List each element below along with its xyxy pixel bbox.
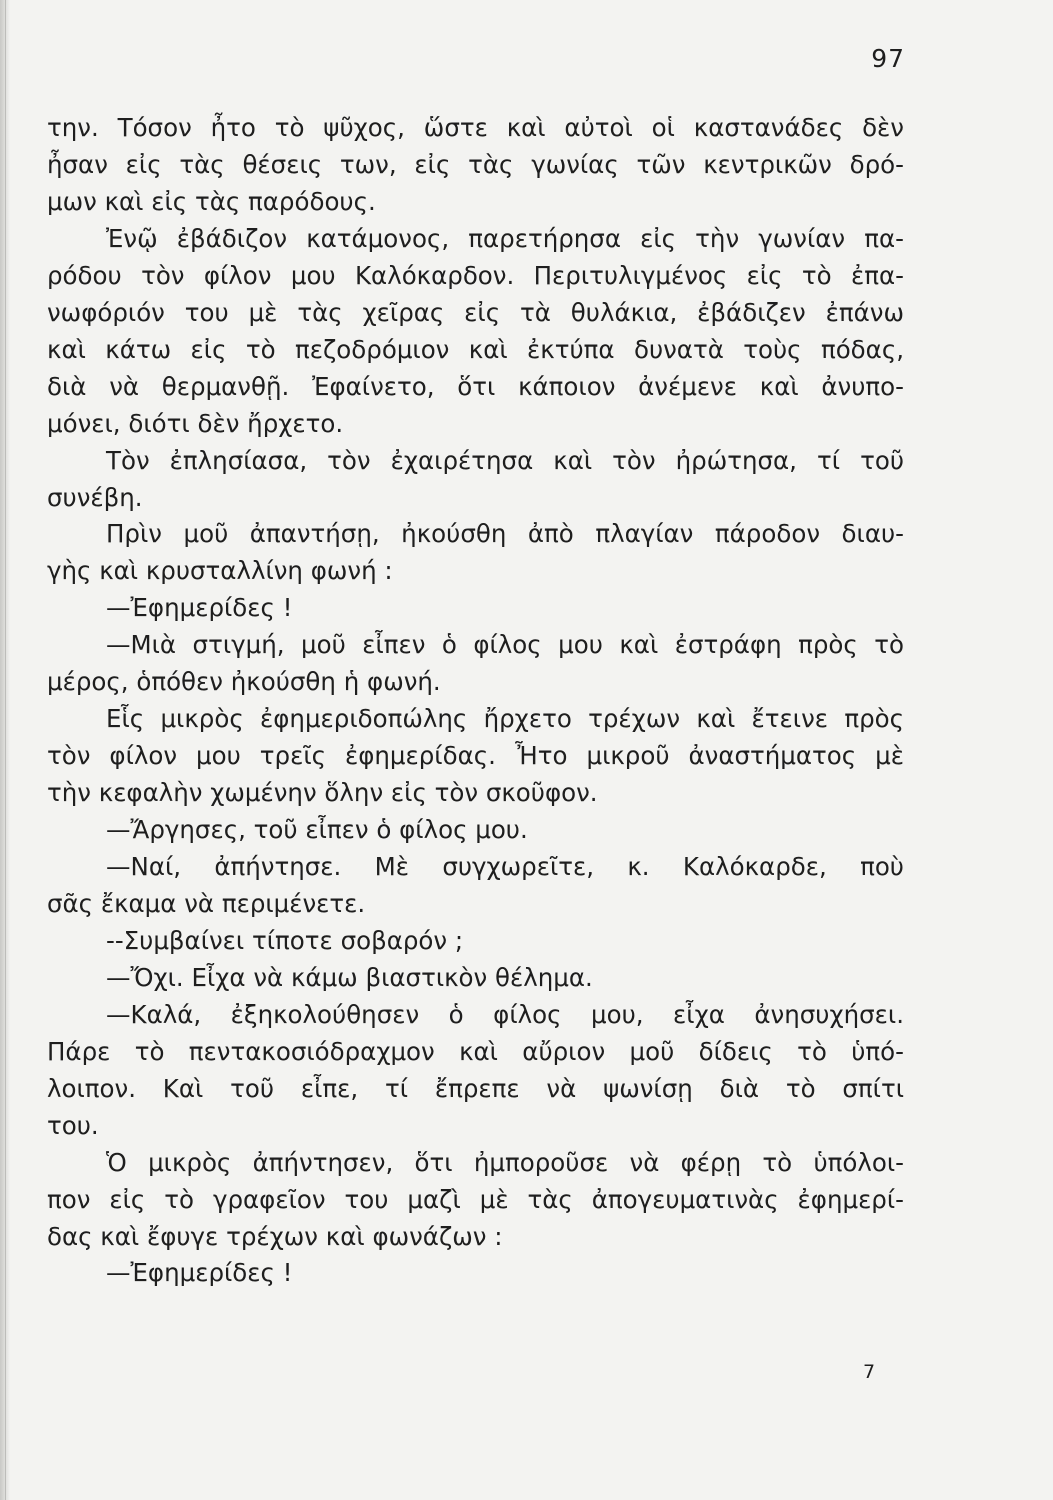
- text-line: καὶ κάτω εἰς τὸ πεζοδρόμιον καὶ ἐκτύπα δυνατὰ τοὺς πόδας,: [47, 334, 904, 364]
- text-line: Εἷς μικρὸς ἐφημεριδοπώλης ἤρχετο τρέχων καὶ ἔτεινε πρὸς: [106, 704, 904, 734]
- text-line: —Καλά, ἐξηκολούθησεν ὁ φίλος μου, εἶχα ἀνησυχήσει.: [106, 999, 904, 1029]
- text-line: του.: [47, 1110, 99, 1140]
- text-line: πον εἰς τὸ γραφεῖον του μαζὶ μὲ τὰς ἀπογευματινὰς ἐφημερί-: [47, 1184, 904, 1214]
- page-number: 97: [871, 44, 905, 73]
- text-line: μόνει, διότι δὲν ἤρχετο.: [47, 408, 344, 438]
- text-line: λοιπον. Καὶ τοῦ εἶπε, τί ἔπρεπε νὰ ψωνίσῃ διὰ τὸ σπίτι: [47, 1073, 904, 1103]
- text-line: —Μιὰ στιγμή, μοῦ εἶπεν ὁ φίλος μου καὶ ἐστράφη πρὸς τὸ: [106, 630, 904, 660]
- text-line: —Ὄχι. Εἶχα νὰ κάμω βιαστικὸν θέλημα.: [106, 962, 593, 992]
- text-line: ἦσαν εἰς τὰς θέσεις των, εἰς τὰς γωνίας τῶν κεντρικῶν δρό-: [47, 149, 904, 179]
- text-line: ρόδου τὸν φίλον μου Καλόκαρδον. Περιτυλιγμένος εἰς τὸ ἐπα-: [47, 260, 904, 290]
- text-line: —Ναί, ἀπήντησε. Μὲ συγχωρεῖτε, κ. Καλόκαρδε, ποὺ: [106, 852, 904, 881]
- text-line: την. Τόσον ἦτο τὸ ψῦχος, ὥστε καὶ αὐτοὶ οἱ καστανάδες δὲν: [47, 113, 904, 142]
- text-line: Πάρε τὸ πεντακοσιόδραχμον καὶ αὔριον μοῦ δίδεις τὸ ὑπό-: [47, 1036, 904, 1066]
- text-line: —Ἄργησες, τοῦ εἶπεν ὁ φίλος μου.: [106, 815, 528, 845]
- text-line: σᾶς ἔκαμα νὰ περιμένετε.: [47, 888, 366, 918]
- text-line: --Συμβαίνει τίποτε σοβαρόν ;: [106, 925, 464, 955]
- page-binding-line: [5, 0, 6, 1500]
- text-line: συνέβη.: [47, 482, 143, 512]
- text-line: νωφόριόν του μὲ τὰς χεῖρας εἰς τὰ θυλάκια, ἐβάδιζεν ἐπάνω: [47, 297, 904, 327]
- text-line: διὰ νὰ θερμανθῇ. Ἐφαίνετο, ὅτι κάποιον ἀνέμενε καὶ ἀνυπο-: [47, 371, 904, 401]
- text-line: Πρὶν μοῦ ἀπαντήσῃ, ἠκούσθη ἀπὸ πλαγίαν πάροδον διαυ-: [106, 519, 904, 549]
- text-line: Ἐνῷ ἐβάδιζον κατάμονος, παρετήρησα εἰς τὴν γωνίαν πα-: [106, 223, 904, 253]
- text-line: μέρος, ὁπόθεν ἠκούσθη ἡ φωνή.: [47, 667, 441, 697]
- text-line: —Ἐφημερίδες !: [106, 593, 293, 623]
- text-line: τὸν φίλον μου τρεῖς ἐφημερίδας. Ἦτο μικροῦ ἀναστήματος μὲ: [47, 741, 904, 771]
- signature-mark: 7: [863, 1361, 876, 1383]
- text-line: —Ἐφημερίδες !: [106, 1258, 293, 1288]
- text-line: μων καὶ εἰς τὰς παρόδους.: [47, 186, 376, 216]
- text-line: δας καὶ ἔφυγε τρέχων καὶ φωνάζων :: [47, 1221, 503, 1251]
- text-line: γὴς καὶ κρυσταλλίνη φωνή :: [47, 556, 393, 586]
- text-line: Τὸν ἐπλησίασα, τὸν ἐχαιρέτησα καὶ τὸν ἠρώτησα, τί τοῦ: [106, 445, 904, 475]
- text-line: Ὁ μικρὸς ἀπήντησεν, ὅτι ἠμποροῦσε νὰ φέρῃ τὸ ὑπόλοι-: [106, 1147, 904, 1177]
- text-line: τὴν κεφαλὴν χωμένην ὅλην εἰς τὸν σκοῦφον.: [47, 778, 598, 808]
